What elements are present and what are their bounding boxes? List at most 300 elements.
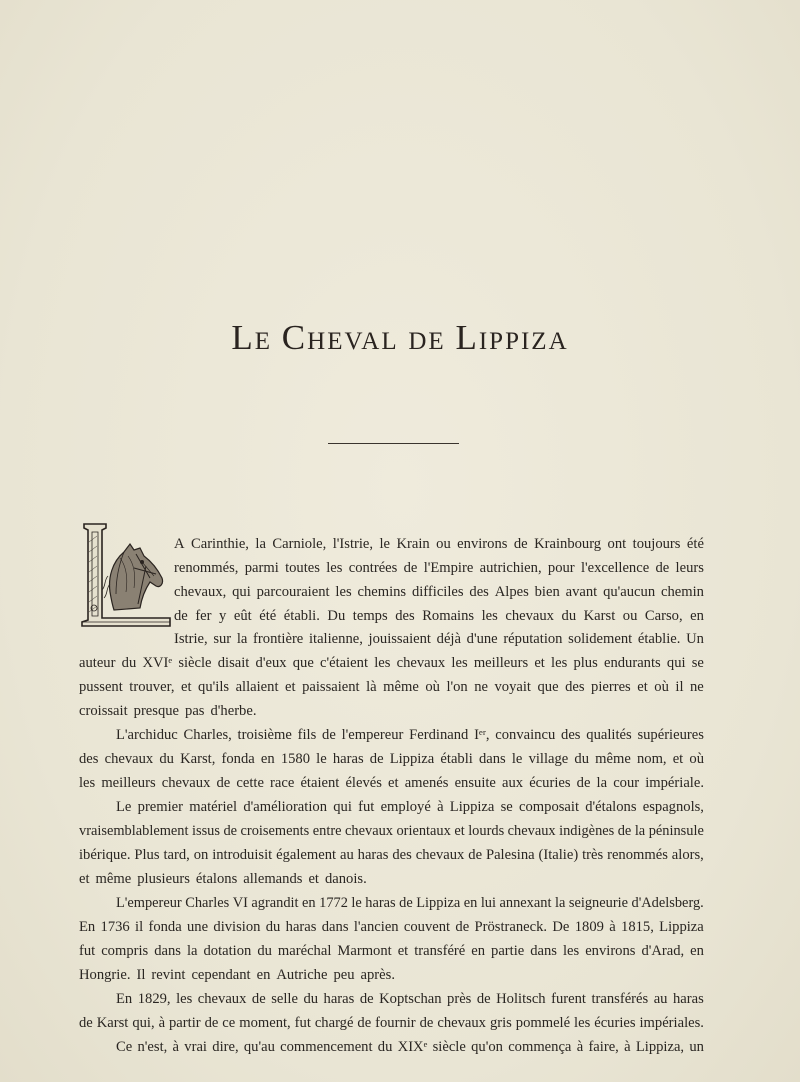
text-line bbox=[79, 822, 704, 840]
word: à bbox=[624, 1039, 631, 1055]
word: c'étaient bbox=[320, 655, 368, 671]
word: à bbox=[172, 1039, 180, 1055]
word: dire, bbox=[212, 1039, 239, 1055]
word: frontière bbox=[253, 631, 304, 647]
word: pour bbox=[547, 560, 575, 576]
word: disait bbox=[217, 655, 250, 671]
word: avant bbox=[565, 584, 598, 600]
word: moment, bbox=[239, 1015, 291, 1031]
word: amenés bbox=[404, 775, 449, 791]
word: renommés bbox=[607, 847, 668, 863]
word: de bbox=[476, 991, 491, 1007]
word: les bbox=[562, 943, 580, 959]
word: les bbox=[335, 584, 352, 600]
word: ne bbox=[474, 679, 488, 695]
word: dans bbox=[478, 751, 506, 767]
word: des bbox=[392, 847, 412, 863]
text-line bbox=[79, 750, 704, 768]
word: à bbox=[158, 1015, 166, 1031]
word: transféré bbox=[414, 943, 466, 959]
word: écuries bbox=[594, 1015, 636, 1031]
word: d'Adelsberg. bbox=[631, 895, 704, 911]
text-line bbox=[79, 966, 704, 984]
word: Lippiza bbox=[659, 919, 704, 935]
word: selle bbox=[271, 991, 298, 1007]
word: se bbox=[691, 655, 704, 671]
word: environs bbox=[585, 943, 636, 959]
word: solidement bbox=[568, 631, 633, 647]
word: haras bbox=[332, 751, 364, 767]
word: annexant bbox=[499, 895, 552, 911]
word: la bbox=[255, 536, 266, 552]
word: Iᵉʳ, bbox=[474, 727, 490, 743]
word: et bbox=[397, 943, 409, 959]
text-line bbox=[79, 942, 704, 960]
word: pas bbox=[185, 703, 205, 719]
word: fonda bbox=[221, 751, 255, 767]
word: fournir bbox=[375, 1015, 416, 1031]
word: cependant bbox=[191, 967, 251, 983]
text-line bbox=[79, 846, 704, 864]
word: Lippiza bbox=[416, 895, 461, 911]
text-line bbox=[79, 918, 704, 936]
word: chevaux bbox=[507, 823, 556, 839]
word: où bbox=[654, 679, 669, 695]
word: sur bbox=[213, 631, 232, 647]
word: un bbox=[689, 1039, 704, 1055]
word: ou bbox=[436, 536, 451, 552]
word: Carniole, bbox=[272, 536, 327, 552]
word: alors, bbox=[671, 847, 704, 863]
word: d'eux bbox=[255, 655, 287, 671]
word: haras bbox=[365, 895, 396, 911]
word: du bbox=[159, 751, 174, 767]
text-line bbox=[116, 894, 704, 912]
word: allaient bbox=[235, 679, 279, 695]
word: parcouraient bbox=[256, 584, 330, 600]
text-line bbox=[79, 870, 704, 888]
word: l'empereur bbox=[341, 727, 404, 743]
word: on bbox=[193, 847, 209, 863]
word: d'herbe. bbox=[210, 703, 257, 719]
text-line bbox=[79, 1014, 704, 1032]
text-line bbox=[174, 607, 704, 625]
word: les bbox=[551, 655, 568, 671]
word: 1580 bbox=[280, 751, 310, 767]
word: issus bbox=[191, 823, 220, 839]
word: lourds bbox=[468, 823, 505, 839]
word: fer bbox=[195, 608, 212, 624]
word: les bbox=[481, 608, 498, 624]
word: et bbox=[181, 679, 192, 695]
word: qu'ils bbox=[198, 679, 230, 695]
word: et bbox=[388, 775, 399, 791]
word: ibérique. bbox=[79, 847, 131, 863]
word: chevaux bbox=[396, 655, 446, 671]
word: déjà bbox=[436, 631, 461, 647]
word: race bbox=[270, 775, 295, 791]
word: Romains bbox=[422, 608, 475, 624]
word: meilleurs bbox=[101, 775, 156, 791]
word: à bbox=[576, 1039, 584, 1055]
word: jouissaient bbox=[368, 631, 431, 647]
word: chevaux bbox=[345, 823, 393, 839]
word: il bbox=[675, 679, 684, 695]
word: revint bbox=[151, 967, 186, 983]
word: et bbox=[79, 871, 90, 887]
word: le bbox=[351, 895, 362, 911]
word: leurs bbox=[675, 560, 704, 576]
word: endurants bbox=[603, 655, 661, 671]
word: de bbox=[251, 991, 266, 1007]
text-line bbox=[174, 583, 704, 601]
word: contrées bbox=[348, 560, 398, 576]
word: indigènes bbox=[559, 823, 615, 839]
word: du bbox=[377, 1039, 393, 1055]
word: étalons bbox=[195, 871, 238, 887]
word: vrai bbox=[184, 1039, 207, 1055]
word: voyait bbox=[494, 679, 531, 695]
text-line bbox=[116, 798, 704, 816]
word: toutes bbox=[285, 560, 320, 576]
text-line bbox=[116, 1038, 704, 1056]
word: composait bbox=[519, 799, 580, 815]
word: été bbox=[686, 536, 704, 552]
word: au bbox=[653, 991, 668, 1007]
word: en bbox=[690, 943, 704, 959]
word: des bbox=[561, 727, 581, 743]
word: espagnols, bbox=[642, 799, 704, 815]
word: la bbox=[236, 631, 248, 647]
word: où bbox=[689, 751, 704, 767]
word: chevaux bbox=[104, 751, 154, 767]
word: Holitsch bbox=[496, 991, 546, 1007]
word: matériel bbox=[189, 799, 238, 815]
word: fut bbox=[294, 1015, 311, 1031]
word: croissait bbox=[79, 703, 128, 719]
word: Lippiza, bbox=[635, 1039, 685, 1055]
word: de bbox=[223, 823, 238, 839]
word: partir bbox=[169, 1015, 201, 1031]
word: les bbox=[176, 991, 193, 1007]
word: seigneurie bbox=[568, 895, 628, 911]
word: troisième bbox=[237, 727, 292, 743]
word: difficiles bbox=[411, 584, 464, 600]
word: ou bbox=[622, 608, 638, 624]
word: dans bbox=[321, 919, 349, 935]
word: en bbox=[463, 895, 478, 911]
word: Du bbox=[327, 608, 346, 624]
word: Pröstraneck. bbox=[474, 919, 548, 935]
word: commencement bbox=[280, 1039, 373, 1055]
word: Karst, bbox=[180, 751, 216, 767]
word: haras bbox=[285, 919, 317, 935]
word: cour bbox=[613, 775, 640, 791]
word: fut bbox=[79, 943, 96, 959]
word: vraisemblablement bbox=[79, 823, 189, 839]
word: qu'on bbox=[471, 1039, 503, 1055]
word: autrichien, bbox=[479, 560, 542, 576]
word: Le bbox=[116, 799, 132, 815]
word: et bbox=[308, 871, 319, 887]
word: siècle bbox=[178, 655, 212, 671]
word: qualités bbox=[586, 727, 632, 743]
word: croisements bbox=[240, 823, 310, 839]
word: couvent bbox=[403, 919, 451, 935]
word: en bbox=[256, 967, 271, 983]
word: que bbox=[537, 679, 559, 695]
word: (Italie) bbox=[538, 847, 579, 863]
word: l'ancien bbox=[353, 919, 399, 935]
text-line bbox=[116, 990, 704, 1008]
word: du bbox=[574, 751, 590, 767]
word: réputation bbox=[503, 631, 563, 647]
text-line bbox=[116, 726, 704, 744]
word: même bbox=[595, 751, 631, 767]
word: de bbox=[369, 751, 384, 767]
word: d'étalons bbox=[585, 799, 637, 815]
word: supérieures bbox=[637, 727, 704, 743]
word: en bbox=[690, 608, 704, 624]
word: pommelé bbox=[515, 1015, 571, 1031]
word: de bbox=[617, 823, 632, 839]
word: En bbox=[116, 991, 133, 1007]
word: partie bbox=[491, 943, 525, 959]
word: danois. bbox=[324, 871, 367, 887]
word: chevaux bbox=[437, 1015, 486, 1031]
word: là bbox=[366, 679, 377, 695]
word: établi bbox=[440, 751, 473, 767]
word: Krain bbox=[396, 536, 430, 552]
word: qui bbox=[666, 655, 686, 671]
word: d'amélioration bbox=[243, 799, 327, 815]
word: Hongrie. bbox=[79, 967, 131, 983]
word: Marmont bbox=[337, 943, 392, 959]
word: fonda bbox=[148, 919, 182, 935]
word: eût bbox=[233, 608, 252, 624]
word: fils bbox=[297, 727, 317, 743]
word: d'une bbox=[466, 631, 498, 647]
word: l'Empire bbox=[423, 560, 474, 576]
word: de bbox=[513, 536, 528, 552]
word: Plus bbox=[134, 847, 160, 863]
word: du bbox=[121, 655, 137, 671]
text-line bbox=[174, 630, 704, 648]
word: où bbox=[425, 679, 440, 695]
word: VI bbox=[232, 895, 248, 911]
word: en bbox=[302, 895, 316, 911]
word: haras bbox=[323, 991, 355, 1007]
word: très bbox=[582, 847, 604, 863]
word: et bbox=[637, 679, 648, 695]
word: et bbox=[454, 823, 465, 839]
word: de bbox=[79, 1015, 93, 1031]
word: paissaient bbox=[302, 679, 360, 695]
word: 1736 bbox=[100, 919, 130, 935]
word: division bbox=[213, 919, 261, 935]
word: orientaux bbox=[396, 823, 451, 839]
word: 1815, bbox=[621, 919, 654, 935]
word: parmi bbox=[244, 560, 279, 576]
text-line bbox=[174, 559, 704, 577]
word: qu'aucun bbox=[603, 584, 656, 600]
word: et bbox=[534, 655, 545, 671]
word: chargé bbox=[314, 1015, 354, 1031]
word: employé bbox=[380, 799, 431, 815]
word: faire, bbox=[588, 1039, 619, 1055]
word: Lippiza bbox=[389, 751, 435, 767]
word: du bbox=[561, 608, 577, 624]
word: à bbox=[437, 799, 444, 815]
word: en bbox=[260, 751, 275, 767]
word: toujours bbox=[632, 536, 681, 552]
word: de bbox=[419, 1015, 434, 1031]
word: ce bbox=[222, 1015, 236, 1031]
word: nom, bbox=[636, 751, 667, 767]
word: le bbox=[511, 751, 523, 767]
word: et bbox=[285, 679, 296, 695]
word: cette bbox=[236, 775, 264, 791]
word: chevaux bbox=[415, 847, 465, 863]
word: L'archiduc bbox=[116, 727, 178, 743]
word: aux bbox=[502, 775, 524, 791]
word: dotation bbox=[203, 943, 252, 959]
word: de bbox=[403, 560, 418, 576]
word: Il bbox=[136, 967, 146, 983]
word: des bbox=[469, 584, 489, 600]
word: lui bbox=[480, 895, 497, 911]
word: Carso, bbox=[644, 608, 683, 624]
word: de bbox=[174, 608, 188, 624]
word: Karst bbox=[96, 1015, 129, 1031]
word: Lippiza bbox=[449, 799, 495, 815]
word: commença bbox=[508, 1039, 572, 1055]
word: étaient bbox=[300, 775, 340, 791]
word: 1809 bbox=[574, 919, 604, 935]
text-line bbox=[79, 678, 704, 696]
word: l'Istrie, bbox=[332, 536, 374, 552]
word: qui bbox=[232, 584, 251, 600]
word: les bbox=[79, 775, 96, 791]
word: entre bbox=[312, 823, 342, 839]
word: pierres bbox=[591, 679, 631, 695]
word: dans bbox=[530, 943, 557, 959]
word: introduisit bbox=[212, 847, 273, 863]
word: du bbox=[303, 991, 319, 1007]
word: en bbox=[471, 943, 486, 959]
word: plusieurs bbox=[137, 871, 190, 887]
word: l'excellence bbox=[580, 560, 650, 576]
word: compris bbox=[101, 943, 149, 959]
word: auteur bbox=[79, 655, 116, 671]
word: A bbox=[174, 536, 185, 552]
word: à bbox=[609, 919, 616, 935]
word: établi. bbox=[283, 608, 320, 624]
word: XVIᵉ bbox=[142, 655, 173, 671]
word: qu'au bbox=[243, 1039, 275, 1055]
word: premier bbox=[137, 799, 184, 815]
word: Autriche bbox=[276, 967, 328, 983]
word: été bbox=[259, 608, 277, 624]
word: également bbox=[276, 847, 337, 863]
word: que bbox=[292, 655, 314, 671]
word: Charles, bbox=[183, 727, 232, 743]
word: dans bbox=[154, 943, 181, 959]
word: même bbox=[95, 871, 132, 887]
word: chemin bbox=[660, 584, 704, 600]
word: la bbox=[596, 775, 608, 791]
word: de bbox=[322, 727, 336, 743]
word: De bbox=[552, 919, 570, 935]
word: les bbox=[374, 655, 391, 671]
word: près bbox=[447, 991, 472, 1007]
word: les bbox=[451, 655, 468, 671]
word: chevaux, bbox=[174, 584, 227, 600]
word: ensuite bbox=[454, 775, 496, 791]
word: ne bbox=[690, 679, 704, 695]
word: au bbox=[339, 847, 354, 863]
word: élevés bbox=[345, 775, 382, 791]
word: il bbox=[135, 919, 144, 935]
word: de bbox=[455, 919, 470, 935]
word: Charles bbox=[185, 895, 230, 911]
word: chevaux bbox=[505, 608, 554, 624]
word: le bbox=[316, 751, 327, 767]
word: qui bbox=[333, 799, 352, 815]
word: la bbox=[634, 823, 646, 839]
word: de bbox=[576, 775, 591, 791]
word: pussent bbox=[79, 679, 123, 695]
word: L'empereur bbox=[116, 895, 182, 911]
word: bien bbox=[534, 584, 560, 600]
word: En bbox=[79, 919, 96, 935]
text-line bbox=[79, 774, 704, 792]
text-line bbox=[79, 654, 704, 672]
word: siècle bbox=[432, 1039, 466, 1055]
word: Krainbourg bbox=[534, 536, 602, 552]
word: n'est, bbox=[137, 1039, 168, 1055]
text-line bbox=[174, 535, 704, 553]
word: village bbox=[528, 751, 569, 767]
word: meilleurs bbox=[473, 655, 529, 671]
word: écuries bbox=[529, 775, 571, 791]
word: 1829, bbox=[137, 991, 171, 1007]
word: les bbox=[326, 560, 343, 576]
word: presque bbox=[133, 703, 180, 719]
word: qui, bbox=[132, 1015, 155, 1031]
word: la bbox=[186, 943, 198, 959]
word: établie. bbox=[637, 631, 681, 647]
word: et bbox=[672, 751, 684, 767]
word: l'on bbox=[446, 679, 468, 695]
word: se bbox=[500, 799, 513, 815]
word: gris bbox=[489, 1015, 512, 1031]
word: même bbox=[383, 679, 419, 695]
word: agrandit bbox=[251, 895, 299, 911]
word: de bbox=[216, 775, 231, 791]
word: Alpes bbox=[494, 584, 529, 600]
word: impériales. bbox=[639, 1015, 704, 1031]
text-line bbox=[79, 702, 704, 720]
word: de bbox=[399, 895, 413, 911]
word: Istrie, bbox=[174, 631, 208, 647]
word: temps bbox=[352, 608, 388, 624]
word: Palesina bbox=[485, 847, 535, 863]
word: Un bbox=[686, 631, 704, 647]
word: environs bbox=[457, 536, 508, 552]
word: peu bbox=[333, 967, 355, 983]
word: du bbox=[257, 943, 272, 959]
